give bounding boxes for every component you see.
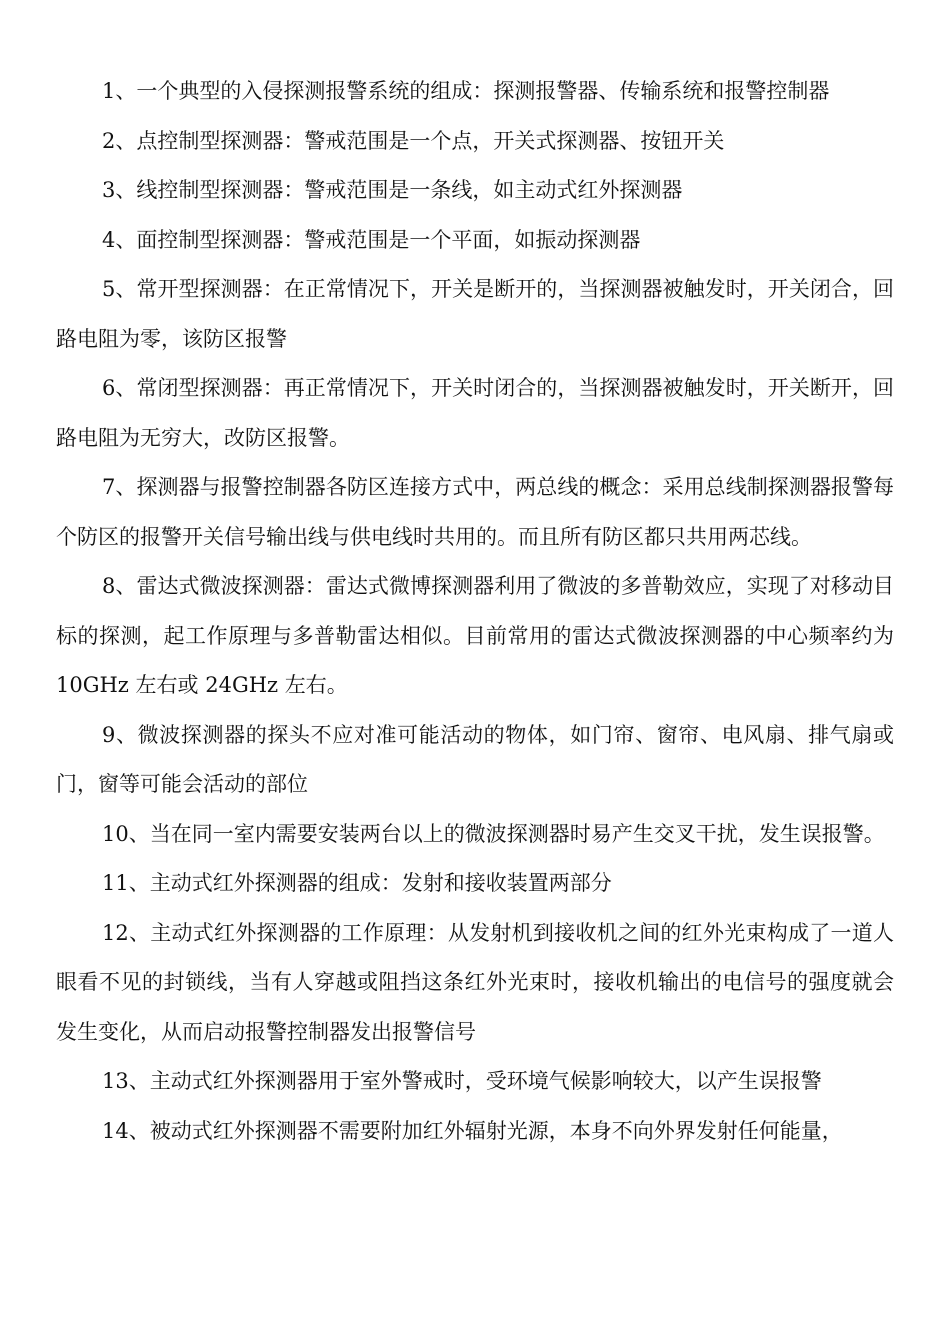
document-page <box>56 67 894 1156</box>
paragraph-6: 6、常闭型探测器：再正常情况下，开关时闭合的，当探测器被触发时，开关断开，回路电阻为无穷大，改防区报警。 <box>56 376 894 450</box>
paragraph-10: 10、当在同一室内需要安装两台以上的微波探测器时易产生交叉干扰，发生误报警。 <box>102 821 885 846</box>
paragraph-3: 3、线控制型探测器：警戒范围是一条线，如主动式红外探测器 <box>102 178 683 202</box>
paragraph-13: 13、主动式红外探测器用于室外警戒时，受环境气候影响较大，以产生误报警 <box>102 1069 822 1093</box>
paragraph-7: 7、探测器与报警控制器各防区连接方式中，两总线的概念：采用总线制探测器报警每个防区的报警开关信号输出线与供电线时共用的。而且所有防区都只共用两芯线。 <box>56 475 894 549</box>
paragraph-5: 5、常开型探测器：在正常情况下，开关是断开的，当探测器被触发时，开关闭合，回路电阻为零，该防区报警 <box>56 277 894 351</box>
paragraph-2: 2、点控制型探测器：警戒范围是一个点，开关式探测器、按钮开关 <box>102 128 725 153</box>
paragraph-14: 14、被动式红外探测器不需要附加红外辐射光源，本身不向外界发射任何能量， <box>102 1118 843 1143</box>
paragraph-11: 11、主动式红外探测器的组成：发射和接收装置两部分 <box>102 871 612 895</box>
paragraph-8: 8、雷达式微波探测器：雷达式微博探测器利用了微波的多普勒效应，实现了对移动目标的探测，起工作原理与多普勒雷达相似。目前常用的雷达式微波探测器的中心频率约为 10GHz 左右或 24GHz 左右。 <box>56 574 894 697</box>
paragraph-9: 9、微波探测器的探头不应对准可能活动的物体，如门帘、窗帘、电风扇、排气扇或门，窗等可能会活动的部位 <box>56 722 894 796</box>
paragraph-12: 12、主动式红外探测器的工作原理：从发射机到接收机之间的红外光束构成了一道人眼看不见的封锁线，当有人穿越或阻挡这条红外光束时，接收机输出的电信号的强度就会发生变化，从而启动报警控制器发出报警信号 <box>56 920 894 1044</box>
paragraph-1: 1、一个典型的入侵探测报警系统的组成：探测报警器、传输系统和报警控制器 <box>102 79 830 103</box>
paragraph-4: 4、面控制型探测器：警戒范围是一个平面，如振动探测器 <box>102 227 641 252</box>
